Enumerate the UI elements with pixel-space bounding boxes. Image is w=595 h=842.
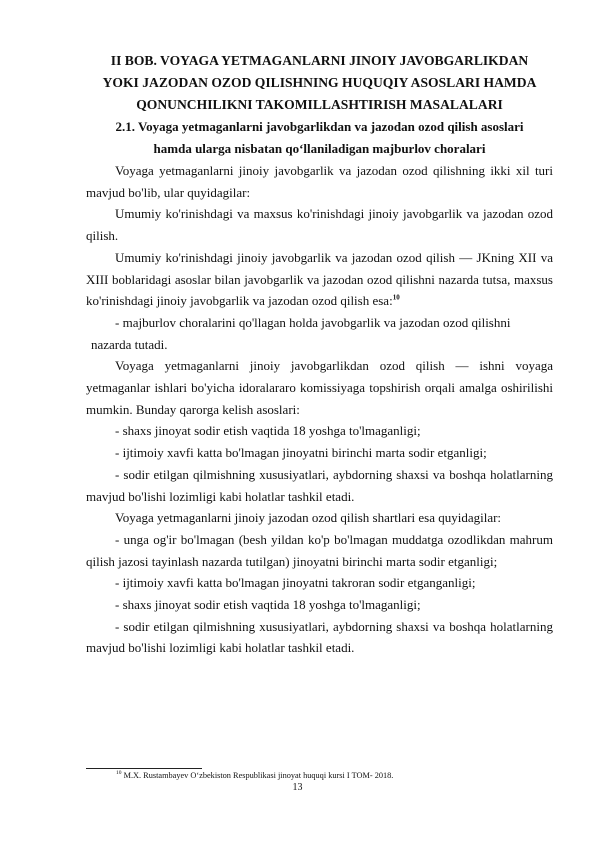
section-heading-line-2: hamda ularga nisbatan qo‘llaniladigan majburlov choralari xyxy=(153,141,486,156)
paragraph-continuation: nazarda tutadi. xyxy=(91,336,168,352)
footnote-reference: 10 xyxy=(392,293,400,302)
paragraph: Umumiy ko'rinishdagi va maxsus ko'rinishdagi jinoiy javobgarlik va jazodan ozod qilish. xyxy=(86,206,553,244)
list-item: - sodir etilgan qilmishning xususiyatlari, aybdorning shaxsi va boshqa holatlarning mavjud bo'lishi lozimligi kabi holatlar tashkil etadi. xyxy=(86,618,553,656)
page-number: 13 xyxy=(292,782,303,793)
list-item: - shaxs jinoyat sodir etish vaqtida 18 yoshga to'lmaganligi; xyxy=(115,597,421,613)
footnote xyxy=(116,771,393,781)
chapter-heading-line-1: II BOB. VOYAGA YETMAGANLARNI JINOIY JAVOBGARLIKDAN xyxy=(110,53,529,68)
paragraph: Voyaga yetmaganlarni jinoiy javobgarlik va jazodan ozod qilishning ikki xil turi mavjud bo'lib, ular quyidagilar: xyxy=(86,163,553,200)
list-item: - unga og'ir bo'lmagan (besh yildan ko'p bo'lmagan muddatga ozodlikdan mahrum qilish jazosi tayinlash nazarda tutilgan) jinoyatni birinchi marta sodir etganligi; xyxy=(86,531,553,569)
section-heading-line-1: 2.1. Voyaga yetmaganlarni javobgarlikdan va jazodan ozod qilish asoslari xyxy=(115,119,524,134)
paragraph xyxy=(86,247,553,312)
footnote-divider xyxy=(86,768,202,769)
list-item: - shaxs jinoyat sodir etish vaqtida 18 yoshga to'lmaganligi; xyxy=(115,423,421,439)
list-item: - ijtimoiy xavfi katta bo'lmagan jinoyatni birinchi marta sodir etganligi; xyxy=(115,445,487,461)
footnote-mark: 10 xyxy=(116,770,122,777)
document-body xyxy=(86,50,553,659)
list-item: - ijtimoiy xavfi katta bo'lmagan jinoyatni takroran sodir etganganligi; xyxy=(115,575,476,591)
chapter-heading-line-2: YOKI JAZODAN OZOD QILISHNING HUQUQIY ASOSLARI HAMDA xyxy=(102,75,537,90)
chapter-heading-line-3: QONUNCHILIKNI TAKOMILLASHTIRISH MASALALARI xyxy=(136,97,503,112)
paragraph: Voyaga yetmaganlarni jinoiy javobgarlikdan ozod qilish — ishni voyaga yetmaganlar ishlari bo'yicha idoralararo komissiyaga topshirish orqali amalga oshirilishi mumkin. Bunday qarorga kelish asoslari: xyxy=(86,358,553,417)
paragraph-text: Umumiy ko'rinishdagi jinoiy javobgarlik va jazodan ozod qilish — JKning XII va XIII boblaridagi asoslar bilan javobgarlik va jazodan ozod qilishni nazarda tutsa, maxsus ko'rinishdagi jinoiy javobgarlik va jazodan ozod qilish esa: xyxy=(86,249,553,309)
footnote-text: M.X. Rustambayev O‘zbekiston Respublikasi jinoyat huquqi kursi I TOM- 2018. xyxy=(121,771,394,780)
list-item: - sodir etilgan qilmishning xususiyatlari, aybdorning shaxsi va boshqa holatlarning mavjud bo'lishi lozimligi kabi holatlar tashkil etadi. xyxy=(86,466,553,504)
list-item: - majburlov choralarini qo'llagan holda javobgarlik va jazodan ozod qilishni xyxy=(115,314,511,330)
paragraph: Voyaga yetmaganlarni jinoiy jazodan ozod qilish shartlari esa quyidagilar: xyxy=(115,510,502,526)
